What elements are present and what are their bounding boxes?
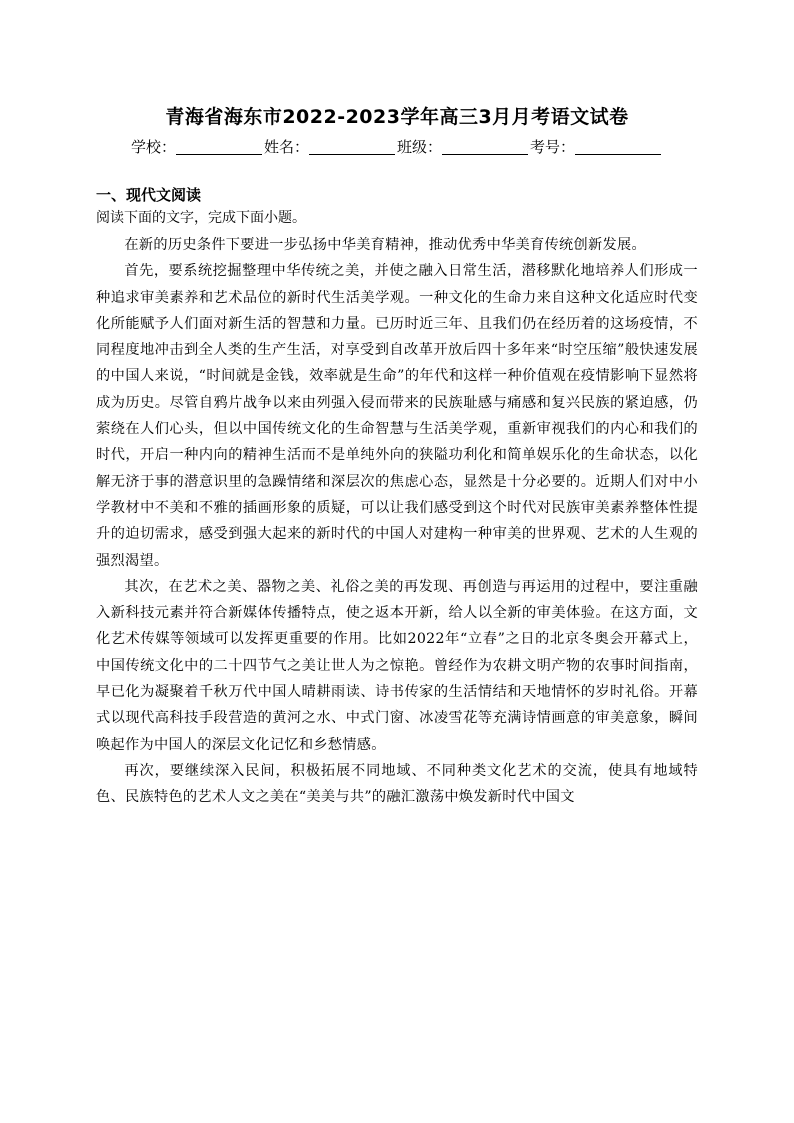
school-blank — [176, 139, 262, 155]
name-label: 姓名： — [263, 138, 309, 156]
class-label: 班级： — [397, 138, 443, 156]
section-heading: 一、现代文阅读 — [96, 186, 202, 204]
exam-number-label: 考号： — [530, 138, 576, 156]
passage-paragraph-2: 首先，要系统挖掘整理中华传统之美，并使之融入日常生活，潜移默化地培养人们形成一种追求审美素养和艺术品位的新时代生活美学观。一种文化的生命力来自这种文化适应时代变化所能赋予人们面对新生活的智慧和力量。已历时近三年、且我们仍在经历着的这场疫情，不同程度地冲击到全人类的生产生活，对享受到自改革开放后四十多年来“时空压缩”般快速发展的中国人来说，“时间就是金钱，效率就是生命”的年代和这样一种价值观在疫情影响下显然将成为历史。尽管自鸦片战争以来由列强入侵而带来的民族耻感与痛感和复兴民族的紧迫感，仍萦绕在人们心头，但以中国传统文化的生命智慧与生活美学观，重新审视我们的内心和我们的时代，开启一种内向的精神生活而不是单纯外向的狭隘功利化和简单娱乐化的生命状态，以化解无济于事的潜意识里的急躁情绪和深层次的焦虑心态，显然是十分必要的。近期人们对中小学教材中不美和不雅的插画形象的质疑，可以让我们感受到这个时代对民族审美素养整体性提升的迫切需求，感受到强大起来的新时代的中国人对建构一种审美的世界观、艺术的人生观的强烈渴望。 — [96, 263, 698, 569]
passage-paragraph-3: 其次，在艺术之美、器物之美、礼俗之美的再发现、再创造与再运用的过程中，要注重融入新科技元素并符合新媒体传播特点，使之返本开新，给人以全新的审美体验。在这方面，文化艺术传媒等领域可以发挥更重要的作用。比如2022年“立春”之日的北京冬奥会开幕式上，中国传统文化中的二十四节气之美让世人为之惊艳。曾经作为农耕文明产物的农事时间指南，早已化为凝聚着千秋万代中国人晴耕雨读、诗书传家的生活情结和天地情怀的岁时礼俗。开幕式以现代高科技手段营造的黄河之水、中式门窗、冰凌雪花等充满诗情画意的审美意象，瞬间唤起作为中国人的深层文化记忆和乡愁情感。 — [96, 578, 698, 753]
reading-instruction: 阅读下面的文字，完成下面小题。 — [96, 210, 306, 226]
passage-paragraph-4: 再次，要继续深入民间，积极拓展不同地域、不同种类文化艺术的交流，使具有地域特色、民族特色的艺术人文之美在“美美与共”的融汇激荡中焕发新时代中国文 — [96, 762, 698, 806]
name-blank — [309, 139, 395, 155]
exam-title: 青海省海东市2022-2023学年高三3月月考语文试卷 — [165, 106, 629, 128]
class-blank — [442, 139, 528, 155]
student-info-line — [0, 136, 794, 157]
exam-number-blank — [575, 139, 661, 155]
school-label: 学校： — [130, 138, 176, 156]
passage-paragraph-1: 在新的历史条件下要进一步弘扬中华美育精神，推动优秀中华美育传统创新发展。 — [124, 237, 646, 253]
reading-passage — [96, 232, 698, 811]
